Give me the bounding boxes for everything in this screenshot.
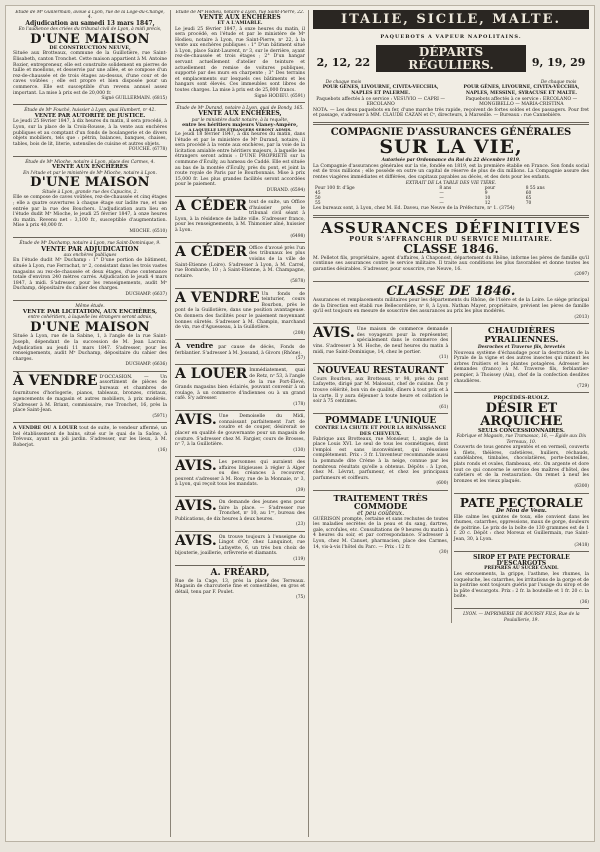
newspaper-page (5, 5, 595, 842)
paquebots-banner: ITALIE, SICILE, MALTE. (313, 10, 589, 29)
ruolz-sub: SEULS CONCESSIONNAIRES. (477, 428, 565, 434)
dates-left: 2, 12, 22 (316, 56, 371, 69)
insurance-table (313, 186, 589, 206)
ad-body: Située à Lyon, rue de la Sabine, 1, à l'angle de la rue Saint-Joseph, dépendant de la succession de M. Jean Lacroix. Adjudication au jeudi 11 mars 1847. S'adresser, pour les renseignements, audit Mᵉ Duchamp, dépositaire du cahier des charges. (13, 334, 167, 362)
ad-intro: Étude de Mᵉ Duchamp, notaire à Lyon, rue Saint-Dominique, 9. (19, 241, 161, 247)
ad-avis-alger (175, 457, 305, 493)
ad-body: En l'étude dudit Mᵉ Duchamp : 1° D'une portion de bâtiment, située à Lyon, rue Ferrachat, nᵒ 2, consistant dans les trois vastes magasins au rez-de-chaussée et deux étages, d'une contenance totale d'environ 240 mètres carrés. Adjudication le jeudi 4 mars 1847, à midi. S'adresser, pour les renseignements, audit Mᵉ Duchamp, dépositaire du cahier des charges. (13, 258, 167, 292)
divider (175, 531, 305, 532)
ad-body: Immédiatement, quai de Retz, nᵒ 53, à l'angle de la rue Port-Élevé, Grands magasins bien éclairés, pouvant convenir à un roulage, à un commerce d'indiennes ou à un grand café. S'y adresser. (175, 368, 305, 402)
divider (313, 323, 589, 324)
ad-body: On demande des jeunes gens pour faire la place. — S'adresser rue Tronchet, nᵒ 10, au 1ᵉʳ, bureau des Publications, de dix heures à deux heures. (175, 500, 305, 522)
pommade-body: Fabrique aux Brotteaux, rue Monsieur, 1, angle de la place Louis XVI. Le seul de tous les cosmétiques, dont l'emploi est sans inconvénient, qui réussisse complètement. Prix : 3 fr. L'inventeur recommande aussi la pommade dite Crème à la neige, connue par les nombreux résultats qu'elle a obtenus. Dépôts : à Lyon, chez M. Lévrat, parfumeur, et chez les principaux parfumeurs et coiffeurs. (313, 436, 449, 481)
ad-ferblantier (175, 343, 305, 361)
divider (13, 104, 167, 105)
ad-body: tout de suite, un Office d'huissier près le tribunal civil séant à Lyon, à la résidence de ladite ville. S'adresser franco, pour les renseignements, à M. Thimonier aîné, huissier à Lyon. (175, 200, 305, 234)
ad-title: AVIS. (313, 325, 355, 342)
military-class: CLASSE 1846. (403, 242, 499, 257)
ad-ceder-avoue (175, 243, 305, 285)
ruolz-title: DÉSIR ET ARQUICHE (480, 400, 563, 430)
ad-assurances-vie (313, 128, 589, 212)
dates-right-sub: De chaque mois (540, 80, 577, 85)
ad-avis-jeunes-gens (175, 500, 305, 528)
ad-body: Les personnes qui auraient des affaires litigieuses à régler à Alger ou des créances à recouvrer, peuvent s'adresser à M. Rosy, rue de la Monnaie, nᵒ 3, à Lyon, qui reçoit tous les mandats. (175, 459, 305, 488)
divider (13, 156, 167, 157)
column-rule (308, 10, 309, 837)
pate-sub: De Mou de Veau. (495, 508, 547, 515)
paquebots-note: NOTA. — Les deux paquebots en fer, d'une marche très rapide, reçoivent de fortes soldes et des passagers. Pour fret et passage, s'adresser à MM. CLAUDE CAZAN et Cᵉ, directeurs, à Marseille. — Bureaux : rue Cannebière. (313, 107, 589, 119)
divider (313, 413, 448, 414)
departures-row (313, 45, 589, 85)
ad-title: D'UNE MAISON (30, 31, 150, 47)
ad-body: Elle se compose de caves voûtées, rez-de-chaussée et cinq étages ; elle a quatre ouvertures à chaque étage sur ladite rue, et une entrée par la rue des Bouchers. L'adjudication aura lieu en l'étude dudit Mᵉ Mioche, le jeudi 25 février 1847, à onze heures du matin. Revenu net : 3,100 fr., susceptible d'augmentation. Mise à prix 40,000 fr. (13, 195, 167, 229)
pommade-title: POMMADE L'UNIQUE (325, 416, 437, 427)
ships-right: Paquebots affectés à ce service : ERCOLANO — MONGIBELLO — MARIA-CRISTINA (465, 96, 578, 108)
ad-body: Rue de la Cage, 13, près la place des Terreaux. Magasin de charcuterie fine et comestibles, en gros et détail, tenu par F. Poulet. (175, 578, 305, 595)
divider (13, 237, 167, 238)
ad-signature: (178) (293, 401, 305, 407)
ad-sirop (454, 555, 589, 605)
divider (13, 300, 167, 301)
ad-louer (175, 368, 305, 407)
sirop-sub: PRÉPARÉS AU SUCRE CANDI. (484, 566, 559, 572)
ad-avis-lingot (175, 532, 305, 563)
ad-traitement (313, 494, 448, 556)
ruolz-address: Fabrique et Magasin, rue Tramassac, 16, — Égide aux Dix Terreaux, 10. (456, 434, 587, 445)
ad-title: A. FRÉARD, (210, 568, 270, 579)
ad-intro: Étude de Mᵉ Hodieu, notaire à Lyon, rue Saint-Pierre, 22. (175, 10, 305, 15)
chaudieres-body: Nouveau système d'échaudage pour la destruction de la Pyrale de la vigne et des autres insectes qui minent les arbres fruitiers et les plantes potagères. Adresser les demandes (franco) à M. Traverse fils, ferblantier-pompier, à Thoissey (Ain), chef de la confection desdites chaudières. (453, 350, 589, 384)
ad-sub: par le ministère dudit notaire, à la requête, (191, 117, 289, 123)
ad-ruolz (454, 396, 589, 489)
divider (175, 339, 305, 340)
ad-restaurant (313, 367, 448, 410)
dates-left-sub: De chaque mois (325, 80, 362, 85)
ad-avis-voyageurs (313, 327, 448, 360)
column-rule (170, 10, 171, 837)
divider (175, 364, 305, 365)
divider (454, 551, 589, 552)
ad-avis-demoiselle (175, 414, 305, 453)
column-left (10, 10, 170, 837)
ad-intro: Étude de Mᵉ Guillermain, avoué à Lyon, rue de la Loge-du-Change, 4. (15, 10, 165, 21)
pate-signature: (3418) (574, 542, 589, 548)
ad-fouche (13, 108, 167, 152)
ad-classe-1846 (313, 285, 589, 321)
restaurant-signature: (61) (439, 404, 449, 410)
ad-sub: En l'audience des criées du tribunal civil de Lyon, à midi précis, (18, 27, 162, 33)
ad-pommade (313, 417, 448, 486)
divider (454, 392, 589, 393)
table-row: 45 — 9 60 (315, 191, 532, 196)
ad-sub: En l'étude et par le ministère de Mᵉ Mioche, notaire à Lyon. (23, 170, 157, 176)
ad-intro: Étude de Mᵉ Fouché, huissier à Lyon, quai Humbert, nᵒ 42. (24, 108, 156, 114)
routes-row (313, 85, 589, 107)
ad-intro: Même étude. (75, 304, 105, 310)
ad-sub-3: A LAQUELLE LES ÉTRANGERS SERONT ADMIS. (188, 126, 292, 132)
ad-body: Située aux Brotteaux, commune de la Guillotière, rue Saint-Élisabeth, canton Tronchet. Cette maison appartient à M. Antoine Rozier, entrepreneur, elle est construite solidement en pierres de taille et moellons, et desservie par une allée, et se compose d'un rez-de-chaussée et de trois étages au-dessus, d'une cour et de caves voûtées ; elle est propre et bien disposée pour un commerce. Elle est susceptible d'un revenu annuel assez important. La mise à prix est de 20,000 fr. (13, 51, 167, 96)
ad-signature: DUCHAMP. (6637) (125, 291, 167, 297)
column-rule (451, 327, 452, 623)
ad-bains (13, 426, 167, 454)
ad-mioche (13, 160, 167, 234)
ad-body: Le jeudi 25 février 1847, à onze heures du matin, il sera procédé, en l'étude et par le ministère de Mᵉ Hodieu, notaire à Lyon, rue Saint-Pierre, nᵒ 22, à la vente aux enchères publiques : 1° D'un bâtiment situé à Lyon, place Saint-Laurent, nᵒ 3, sur le derrière, ayant rez-de-chaussée et trois étages ; 2° D'un hangar servant actuellement d'atelier de teinture et actuellement de remise de voitures publiques, supporté par des murs en charpente ; 3° Des terrains et emplacements sur lesquels ces bâtiments et les hangars sont élevés. Ces immeubles sont libres de toutes charges. La mise à prix est de 25,000 francs. (175, 26, 305, 94)
ad-body: Office d'avoué près l'un des tribunaux les plus voisins de la ville de Saint-Etienne (Loire). S'adresser à Lyon, à M. Carrel, rue Bombarde, 10 ; à Saint-Etienne, à M. Champagne, notaire. (175, 245, 305, 279)
printer-imprint: LYON. — IMPRIMERIE DE BOURSY FILS, Rue de la Poulaillerie, 19. (463, 612, 580, 623)
sirop-title: SIROP ET PATE PECTORALE D'ESCARGOTS (473, 553, 570, 568)
ad-hodieu (175, 10, 305, 99)
divider (13, 371, 167, 372)
ad-duchamp (13, 241, 167, 297)
ad-title: A CÉDER (175, 198, 247, 215)
ad-ceder-huissier (175, 200, 305, 239)
column-right (310, 10, 592, 837)
chaudieres-signature: (729) (577, 384, 589, 390)
ad-sub: entre cohéritiers, à laquelle les étrangers seront admis, (27, 315, 153, 321)
restaurant-title: NOUVEAU RESTAURANT (317, 366, 445, 377)
lower-right (454, 327, 589, 623)
ad-title: AVIS. (175, 412, 217, 429)
ad-durand (175, 106, 305, 193)
class-heading: CLASSE DE 1846. (386, 283, 516, 299)
pommade-signature: (600) (436, 481, 449, 487)
routes-left: POUR GÊNES, LIVOURNE, CIVITA-VECCHIA, NAPLES ET PALERME. (322, 85, 439, 96)
divider (175, 456, 305, 457)
ad-title-2: D'UNE MAISON (30, 175, 150, 191)
pommade-sub: CONTRE LA CHUTE ET POUR LA RENAISSANCE DES CHEVEUX. (315, 425, 447, 437)
divider (454, 493, 589, 494)
ad-title: VENTE PAR LICITATION, AUX ENCHÈRES, (22, 308, 158, 315)
insurance-body: La Compagnie d'assurances générales sur la vie, fondée en 1819, est la première établie en France. Son fonds social est de trois millions ; elle possède en outre un capital de réserve de plus de dix millions. La Compagnie assure des rentes viagères immédiates et différées, des capitaux payables au décès, et des dots pour les enfants. (313, 163, 589, 180)
insurance-title: SUR LA VIE, (379, 136, 523, 159)
ad-signature: (11) (439, 355, 449, 361)
ad-signature: Signé HODIEU. (6591) (254, 93, 305, 99)
divider (313, 281, 589, 282)
divider (313, 363, 448, 364)
ad-signature: (23) (295, 522, 305, 528)
ruolz-signature: (6300) (574, 484, 589, 490)
chaudieres-title: CHAUDIÈRES PYRALIENNES. (484, 326, 559, 346)
ad-title: A CÉDER (175, 243, 247, 260)
divider (454, 608, 589, 609)
ad-title: VENTE PAR AUTORITÉ DE JUSTICE. (34, 112, 146, 119)
ad-signature: (57) (295, 356, 305, 362)
ad-signature: (5878) (290, 279, 305, 285)
table-row: Pour 100 fr. d'âge 8 ans pour 8 55 ans (315, 186, 545, 191)
ad-sub: aux enchères publiques (63, 253, 117, 258)
insurance-heading: COMPAGNIE D'ASSURANCES GÉNÉRALES (330, 126, 572, 138)
ad-intro: Étude de Mᵉ Mioche, notaire à Lyon, place des Carmes, 4. (25, 159, 155, 165)
ad-guillermain (13, 10, 167, 101)
sirop-body: Les enrouements, la grippe, l'asthme, les rhumes, la coqueluche, les catarrhes, les irritations de la gorge et de la poitrine sont toujours guéris par l'usage du sirop et de la pâte d'escargots. Prix : 2 fr. la bouteille et 1 fr. 20 c. la boîte. (453, 572, 589, 600)
traitement-signature: (30) (439, 550, 449, 556)
dates-right: 9, 19, 29 (531, 56, 586, 69)
table-row: 55 — 12 70 (315, 201, 532, 206)
ad-sub: ET A L'AMIABLE. (217, 20, 263, 26)
ad-sub-2: Située à Lyon, grande rue des Capucins, 2. (42, 189, 138, 195)
column-middle (172, 10, 308, 837)
military-heading: ASSURANCES DÉFINITIVES (320, 218, 582, 237)
ad-title: VENTE PAR ADJUDICATION (41, 245, 139, 253)
ad-signature: (208) (293, 330, 305, 336)
ad-title: AVIS. (175, 457, 217, 474)
ad-signature: DURAND. (6594) (266, 187, 305, 193)
divider (313, 122, 589, 125)
ad-title: AVIS. (175, 498, 217, 515)
divider (175, 410, 305, 411)
ad-title: A VENDRE OU A LOUER (13, 426, 78, 432)
ad-body: Le jeudi 18 février 1847, à dix heures du matin, dans l'étude et par le ministère de Mᵉ Durand, notaire, il sera procédé à la vente aux enchères, par la voie de la licitation amiable entre héritiers majeurs, à laquelle les étrangers seront admis : D'UNE PROPRIÉTÉ sur la commune d'Écully, au hameau de Caddé. Elle est située au bas de la montée d'Écully, près du pont, et joint la route royale de Paris par le Bourbonnais. Mise à prix 15,000 fr. Les plus grandes facilités seront accordées pour le paiement. (175, 131, 305, 188)
ad-licitation (13, 304, 167, 367)
ad-body: par cause de décès, Fonds de ferblantier. S'adresser à M. Jossand, à Givors (Rhône). (175, 345, 306, 356)
ad-title: AVIS. (175, 532, 217, 549)
ad-body: Une maison de commerce demande des voyageurs pour la représenter, spécialement dans le commerce des vins. S'adresser à M. Hoche, de neuf heures du matin à midi, rue Saint-Dominique, 14, chez le portier. (313, 327, 449, 355)
ad-signature: (130) (293, 447, 305, 453)
ad-pate-pectorale (454, 497, 589, 548)
restaurant-body: Cours Bourbon, aux Brotteaux, nᵒ 98, près du pont Lafayette, dirigé par M. Malossat, chef de cuisine. On y trouve célérité, bon vin de qualité, dîners à tout prix et à la carte. Il y aura déjeuner à toute heure et collation le soir à 75 centimes. (313, 376, 449, 405)
insurance-signature: Les bureaux sont, à Lyon, chez M. Ed. Daveu, rue Neuve de la Préfecture, nᵒ 1. (3754) (313, 206, 515, 211)
ad-body: Une Demoiselle du Midi, connaissant parfaitement l'art de coudre et de couper, désirerait se placer en qualité de gouvernante pour un magasin de couture. S'adresser chez M. Fargier, cours de Brosses, nᵒ 7, à la Guillotière. (175, 414, 305, 448)
table-row: 50 — 10 65 (315, 196, 532, 201)
ad-title: VENTE AUX ENCHÈRES (52, 164, 128, 171)
divider (175, 102, 305, 103)
ad-body: D'OCCASION. — Un assortiment de pièces de bureaux et chambres de fournitures d'horlogerie, pianos, tableaux, bronzes, cristaux, agencements de magasin et autres mobiliers, à prix modérés. S'adresser à M. Briant, commissaire, rue Tronchet, 16, près la place Saint-Jean. (13, 374, 167, 414)
class-signature: (2013) (574, 315, 589, 321)
military-sub: POUR S'AFFRANCHIR DU SERVICE MILITAIRE. (349, 235, 553, 244)
divider (175, 288, 305, 289)
ruolz-heading: PROCÉDÉS-RUOLZ. (493, 395, 550, 402)
ad-title-2: D'UNE MAISON (30, 319, 150, 335)
ad-body: Un fonds de teinturier, cours Bourbon, près le pont de la Guillotière, dans une position avantageuse. On donnera des facilités pour le paiement moyennant bonnes sûretés. S'adresser à M. Champin, marchand de vin, rue d'Aguesseau, à la Guillotière. (175, 291, 305, 331)
traitement-sub: et peu coûteux. (357, 510, 405, 518)
ad-heading: Adjudication au samedi 13 mars 1847, (25, 19, 155, 27)
ad-signature: FOUCHÉ. (6778) (128, 147, 167, 153)
lower-columns (313, 327, 589, 623)
departures-heading: DÉPARTS RÉGULIERS. (376, 45, 525, 72)
ad-title: VENTE AUX ENCHÈRES, (198, 110, 282, 118)
routes-right: POUR GÊNES, LIVOURNE, CIVITA-VECCHIA, NAPLES, MESSINE, SYRACUSE ET MALTE. (463, 85, 580, 96)
ad-title: A LOUER (175, 366, 248, 383)
ad-vendre-occasion (13, 372, 167, 419)
divider (175, 242, 305, 243)
ad-signature: (39) (295, 487, 305, 493)
divider (313, 215, 589, 218)
ruolz-body: Couverts de tous genres argentés et en vermeil, couverts à filets, théières, cafetières, huiliers, réchauds, candélabres, timbales, chocolatières, porte-bouteilles, plats ronds et ovales, flambeaux, etc. On argente et dore tout ce qui concerne le service des maîtres d'hôtel, des cafetiers et de la restauration. On remet à neuf les bronzes et les vieux plaqués. (453, 445, 589, 484)
ad-signature: (5971) (152, 413, 167, 419)
ad-title: VENTE AUX ENCHÈRES (199, 14, 281, 22)
ad-body: tout de suite, le vendeur affermé, un bel établissement de bains, situé sur le quai de la Saône, à Trévoux, ayant un joli jardin. S'adresser, sur les lieux, à M. Roberjot. (13, 426, 167, 448)
ad-paquebots (313, 10, 589, 119)
sirop-signature: (36) (579, 599, 589, 605)
military-signature: (2097) (574, 272, 589, 278)
military-body: M. Pelletot fils, propriétaire, agent d'affaires, à Chaponost, département du Rhône, informe les pères de famille qu'il continue ses assurances contre le service militaire. Il traite aux conditions les plus favorables et donne toutes les garanties désirables. S'adresser, pour souscrire, rue Neuve, 16. (313, 255, 589, 272)
insurance-sub: Autorisée par Ordonnance du Roi du 22 décembre 1819. (381, 158, 521, 164)
paquebots-sub: PAQUEBOTS A VAPEUR NAPOLITAINS. (380, 34, 522, 40)
ad-body: Le jeudi 25 février 1847, à dix heures du matin, il sera procédé, à Lyon, sur la place de la Croix-Rousse, à la vente aux enchères publiques et au comptant d'un fonds de boulangerie et de divers objets mobiliers, tels que : pétrin, balances, banques, chaises, tables, bois de lit, literie, ustensiles de cuisine et autres objets. (13, 119, 167, 147)
ad-teinturier (175, 289, 305, 336)
ad-title: A VENDRE (175, 289, 260, 306)
ad-signature: (119) (293, 557, 305, 563)
ad-freard (175, 569, 305, 600)
divider (313, 490, 448, 491)
ad-signature: MIOCHE. (6510) (129, 228, 167, 234)
divider (175, 565, 305, 566)
pate-body: Elle calme les quintes de toux, elle convient dans les rhumes, catarrhes, oppressions, maux de gorge, douleurs de poitrine. Le prix de la boîte de 130 grammes est de 1 f. 20 c. Dépôt : chez Moreux et Guillermain, rue Saint-Jean, 30, à Lyon. (453, 514, 589, 542)
ad-title: A vendre (175, 341, 214, 350)
insurance-table-title: EXTRAIT DE LA TABLE DES VIE TIÈRE. (405, 180, 497, 186)
ad-title-2: DE CONSTRUCTION NEUVE, (49, 45, 131, 52)
ad-signature: Signé GUILLERMAIN. (6815) (101, 96, 167, 102)
chaudieres-sub: Desroches et Traverse fils, brevetés (477, 345, 565, 351)
ad-signature: DUCHAMP. (6636) (125, 362, 167, 368)
divider (13, 422, 167, 423)
traitement-title: TRAITEMENT TRÈS COMMODE (333, 492, 428, 512)
ad-signature: (16) (157, 448, 167, 454)
ad-intro: Étude de Mᵉ Durand, notaire à Lyon, quai de Bondy, 165. (176, 105, 304, 111)
ad-title: À VENDRE (13, 372, 98, 389)
ad-body: On trouve toujours à l'enseigne du Lingot d'Or, chez Lanquinot, rue Lafayette, 6, un très bon choix de bijouterie, joaillerie, orfèvrerie et diamants. (175, 534, 305, 557)
ad-signature: (6498) (290, 233, 305, 239)
ad-sub-2: entre les héritiers majeurs Vianey-Ampère, (182, 121, 298, 128)
ships-left: Paquebots affectés à ce service : VESUVIO — CAPRI — ERCOLANO (316, 96, 445, 108)
traitement-body: GUÉRISON prompte, certaine et sans rechutes de toutes les maladies secrètes de la peau et du sang, dartres, gale, scrofules, etc. Consultations de 9 heures du matin à 4 heures du soir, et par correspondance. S'adresser à Lyon, chez M. Canuet, pharmacien, place des Carmes, 14, vis-à-vis l'hôtel du Parc. — Prix : 12 fr. (313, 516, 449, 550)
lower-left (313, 327, 448, 558)
pate-title: PATE PECTORALE (459, 495, 583, 510)
divider (175, 196, 305, 197)
class-body: Assurances et remplacements militaires pour les départements du Rhône, de l'Isère et de la Loire. Le siège principal de la Direction est établi rue Bellecordière, nᵒ 8, à Lyon. Nathan Mayer, propriétaire, prévient les pères de famille qu'il est toujours en mesure de souscrire des assurances au prix les plus modérés. (313, 298, 589, 315)
divider (175, 496, 305, 497)
ad-chaudieres (454, 327, 589, 389)
ad-assurances-militaires (313, 218, 589, 278)
ad-signature: (75) (295, 595, 305, 601)
